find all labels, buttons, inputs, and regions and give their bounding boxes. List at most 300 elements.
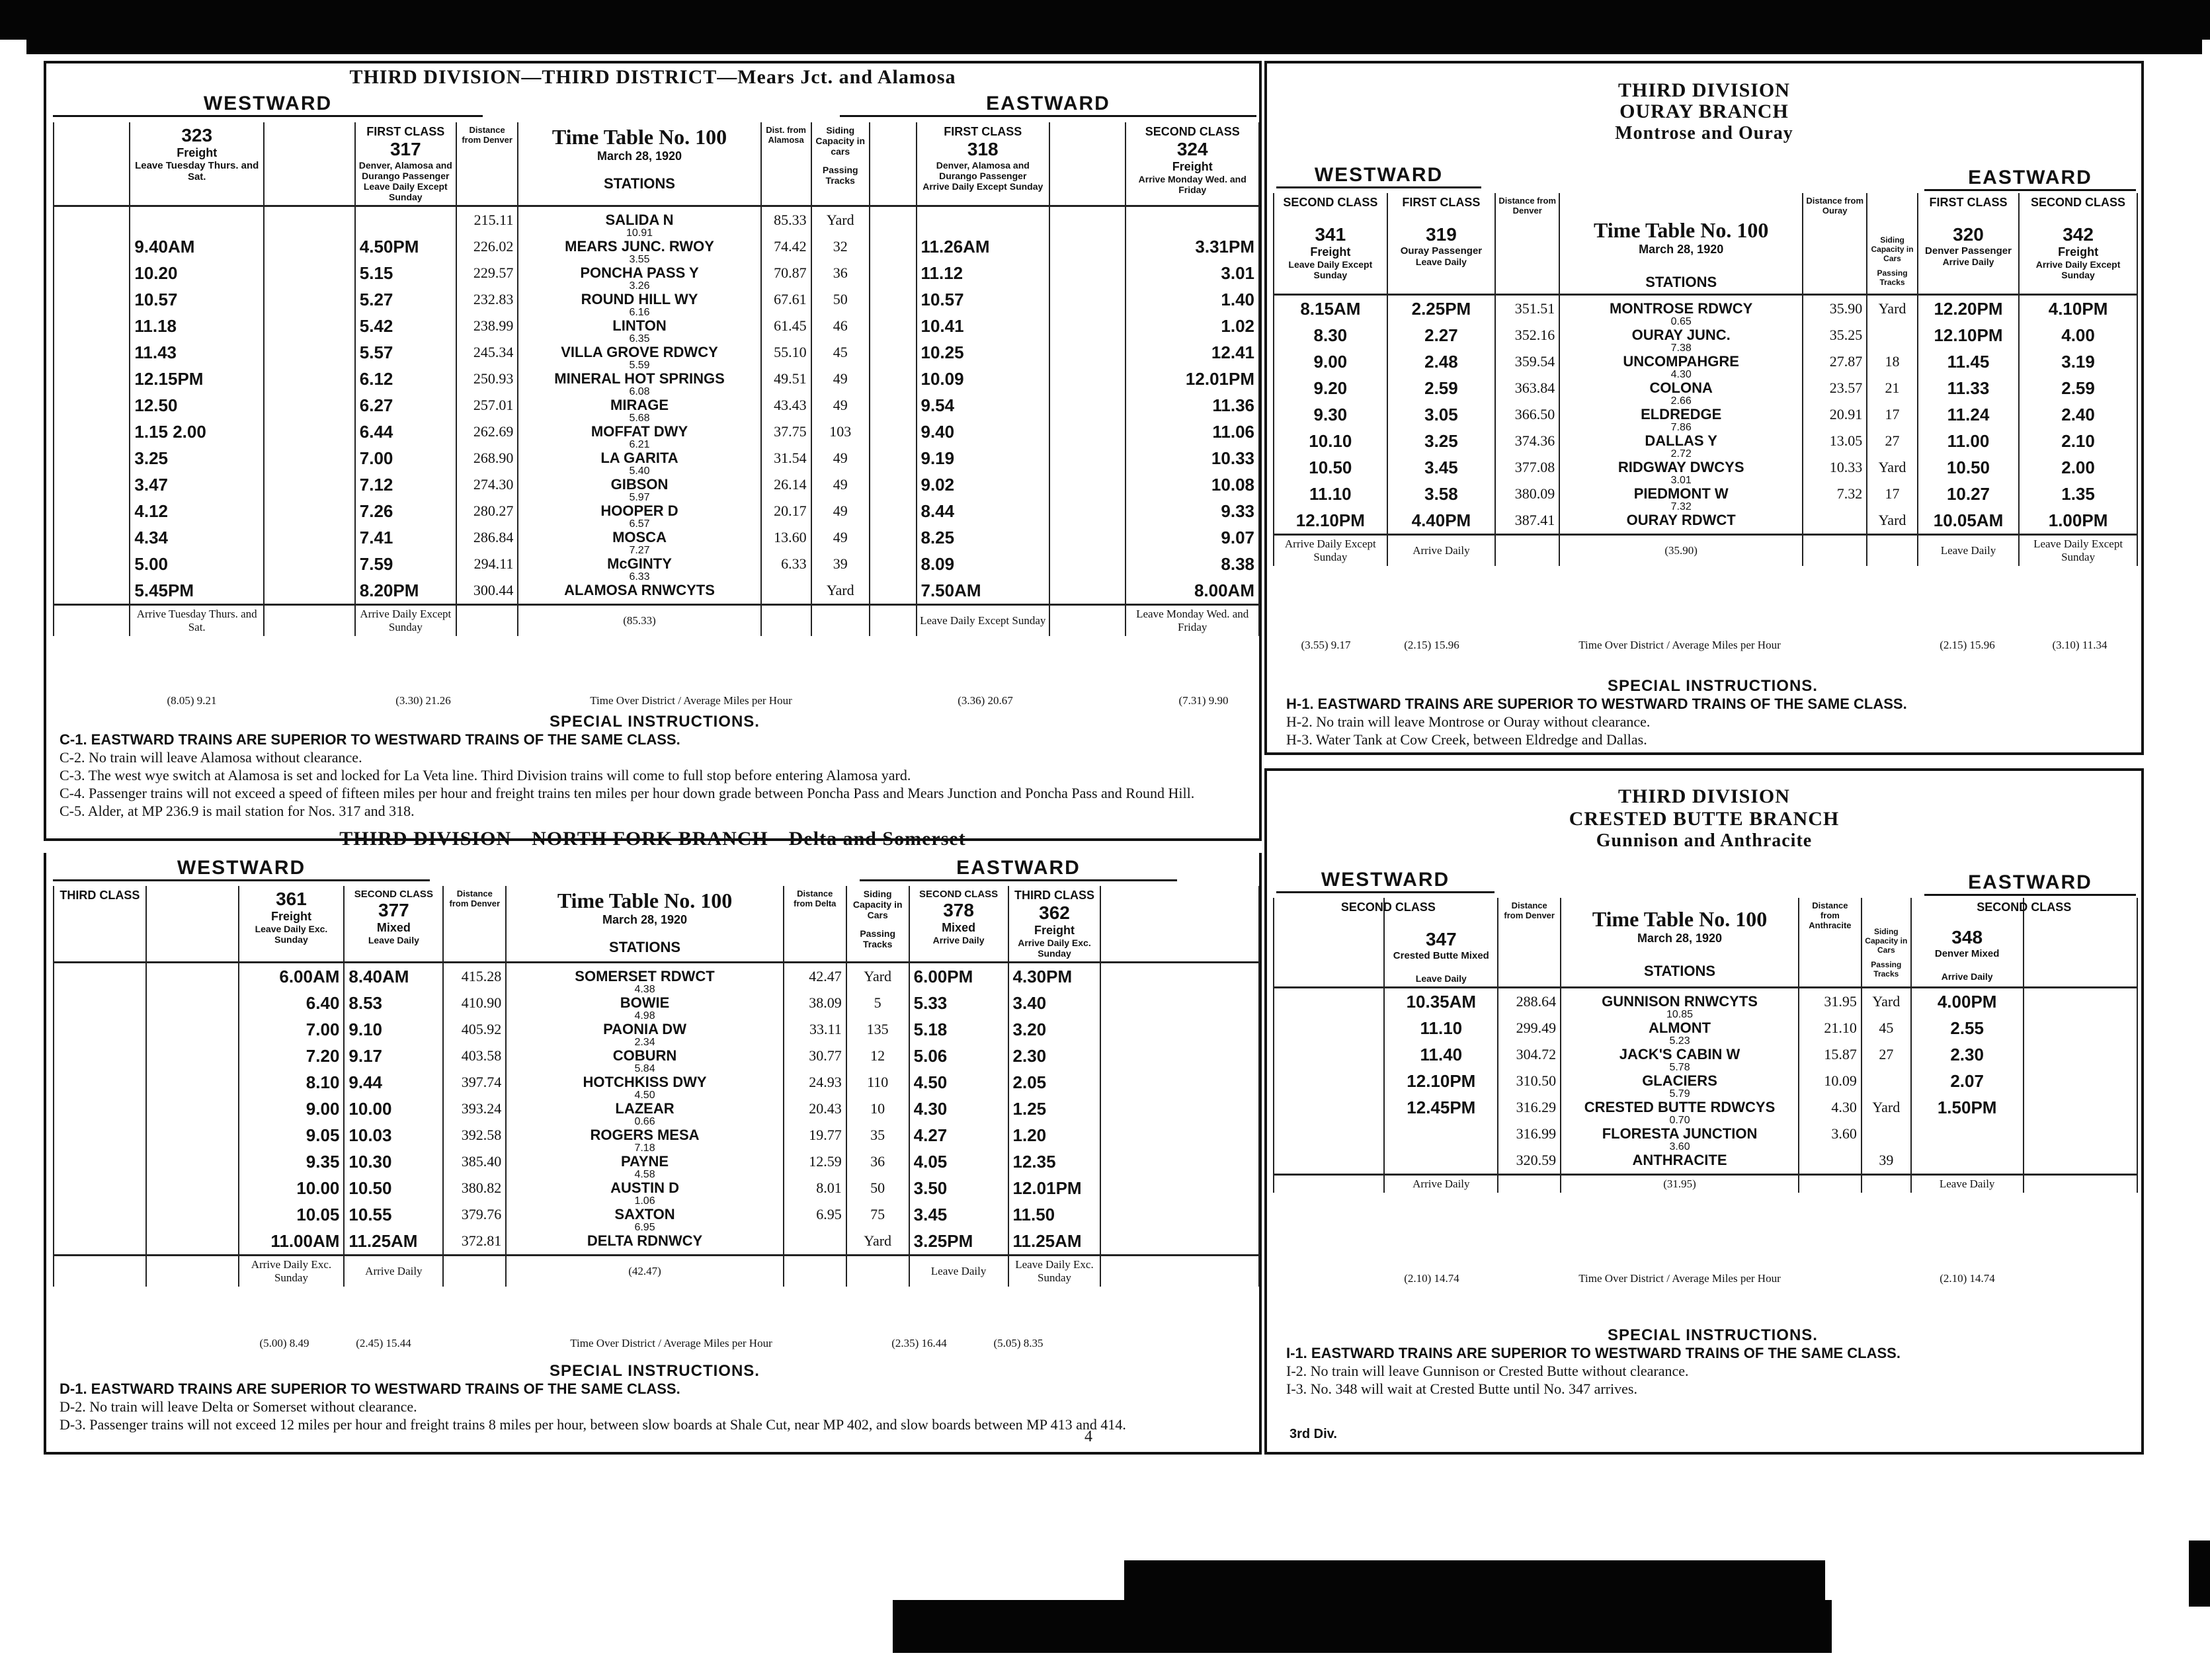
station-name: COLONA: [1649, 380, 1713, 396]
northfork-cell-e: 4.30PM: [1008, 963, 1101, 990]
ouray-cell-d: 366.50: [1495, 401, 1559, 428]
station-distance-to-next: 5.79: [1669, 1088, 1690, 1100]
northfork-cell-e: 2.05: [1008, 1069, 1101, 1096]
crested-title-3: Gunnison and Anthracite: [1596, 830, 1813, 851]
station-name: UNCOMPAHGRE: [1623, 353, 1739, 370]
ouray-cell-b: 2.25PM: [1387, 295, 1496, 323]
northfork-cell-a: 9.05: [239, 1122, 345, 1148]
nf-362-desc: Freight: [1034, 924, 1075, 937]
crested-timetable: Time Table No. 100: [1592, 907, 1768, 931]
nf-377-leave: Leave Daily: [368, 935, 419, 945]
northfork-cell-sc: 12: [846, 1043, 909, 1069]
nf-377-desc: Mixed: [376, 921, 411, 934]
ouray-e-first-class: FIRST CLASS: [1929, 196, 2008, 209]
crested-cell-d: 320.59: [1498, 1147, 1561, 1175]
northfork-cell-c: 4.27: [909, 1122, 1008, 1148]
mears-cell-d: 250.93: [456, 366, 518, 392]
mears-cell-b: 6.12: [355, 366, 456, 392]
northfork-cell-c: 4.50: [909, 1069, 1008, 1096]
table-row: [54, 1175, 1259, 1201]
mears-324: 324: [1176, 139, 1208, 159]
station-name: ALMONT: [1648, 1020, 1711, 1036]
crested-passing: Passing Tracks: [1871, 960, 1902, 979]
northfork-cell-b: 10.03: [344, 1122, 443, 1148]
ouray-cell-e: 4.00: [2019, 322, 2137, 348]
nf-e-second-class: SECOND CLASS: [919, 889, 999, 900]
northfork-cell-sc: 110: [846, 1069, 909, 1096]
ouray-cell-a: 9.20: [1274, 375, 1387, 401]
special-instruction: C-1. EASTWARD TRAINS ARE SUPERIOR TO WESTWARD TRAINS OF THE SAME CLASS.: [60, 731, 680, 748]
mears-cell-sc: 36: [811, 260, 870, 286]
nf-361-desc: Freight: [270, 910, 311, 923]
ouray-320-desc: Denver Passenger: [1925, 245, 2012, 257]
station-name: ELDREDGE: [1641, 406, 1722, 422]
station-name: MIRAGE: [610, 397, 669, 413]
mears-cell-c: 10.25: [917, 339, 1050, 366]
mears-cell-d: 215.11: [456, 206, 518, 234]
special-instruction: D-3. Passenger trains will not exceed 12 miles per hour and freight trains 8 miles per hour, between slow boards at Shale Cut, near MP 402, and slow boards between MP 413 and 414.: [60, 1416, 1126, 1433]
station-distance-to-next: 5.78: [1669, 1062, 1690, 1073]
mears-foot-total: (85.33): [518, 605, 760, 637]
station-name: HOTCHKISS DWY: [583, 1074, 707, 1090]
crested-cell-dn: 15.87: [1799, 1041, 1862, 1068]
station-name: FLORESTA JUNCTION: [1602, 1125, 1758, 1142]
mears-324-arrive: Arrive Monday Wed. and Friday: [1138, 174, 1247, 195]
northfork-cell-sc: 50: [846, 1175, 909, 1201]
ouray-foot-e: Leave Daily Except Sunday: [2019, 535, 2137, 567]
crested-cell-sc: [1862, 1068, 1911, 1094]
northfork-cell-dd: 24.93: [784, 1069, 846, 1096]
mears-cell-sc: 49: [811, 524, 870, 551]
mears-cell-e: 9.07: [1125, 524, 1259, 551]
ouray-timetable: Time Table No. 100: [1594, 218, 1769, 242]
ouray-cell-d: 359.54: [1495, 348, 1559, 375]
mears-318-desc: Denver, Alamosa and Durango Passenger: [936, 160, 1030, 181]
ouray-342: 342: [2063, 224, 2094, 245]
northfork-cell-dd: 30.77: [784, 1043, 846, 1069]
special-instruction: C-4. Passenger trains will not exceed a speed of fifteen miles per hour and freight trains ten miles per hour down grade between Poncha Pass and Mears Junction and Poncha Pass and Round Hill.: [60, 785, 1195, 801]
ouray-cell-e: 1.00PM: [2019, 507, 2137, 535]
mears-cell-a: 4.34: [130, 524, 264, 551]
mears-cell-a: 5.45PM: [130, 577, 264, 605]
mears-323: 323: [181, 125, 213, 145]
mears-cell-s: [518, 206, 760, 239]
mears-cell-c: [917, 206, 1050, 234]
station-name: SALIDA N: [605, 212, 674, 228]
crested-348: 348: [1951, 927, 1983, 947]
ouray-cell-do: [1803, 507, 1867, 535]
northfork-cell-d: 393.24: [443, 1096, 506, 1122]
nf-foot-total: (42.47): [506, 1256, 784, 1287]
northfork-cell-d: 380.82: [443, 1175, 506, 1201]
station-distance-to-next: 2.72: [1670, 448, 1692, 460]
ouray-341-desc: Freight: [1310, 245, 1351, 259]
nf-foot-a: Arrive Daily Exc. Sunday: [239, 1256, 345, 1287]
nf-foot-b2: (2.45) 15.44: [356, 1337, 411, 1349]
mears-cell-a: 12.15PM: [130, 366, 264, 392]
station-distance-to-next: 6.08: [629, 386, 650, 397]
northfork-cell-e: 2.30: [1008, 1043, 1101, 1069]
ouray-cell-d: 374.36: [1495, 428, 1559, 454]
ouray-319: 319: [1426, 224, 1457, 245]
station-name: BOWIE: [620, 994, 670, 1011]
mears-cell-da: 20.17: [761, 498, 811, 524]
mears-stations-hdr: STATIONS: [604, 175, 675, 192]
nf-foot-c2: (2.35) 16.44: [891, 1337, 947, 1349]
station-distance-to-next: 3.55: [629, 254, 650, 265]
mears-cell-sc: 49: [811, 366, 870, 392]
special-instruction: I-2. No train will leave Gunnison or Crested Butte without clearance.: [1286, 1363, 1689, 1379]
mears-title: THIRD DIVISION—THIRD DISTRICT—Mears Jct. and Alamosa: [349, 66, 956, 88]
table-row: [54, 206, 1259, 234]
crested-foot-c2: (2.10) 14.74: [1940, 1272, 1995, 1285]
ouray-foot-c: Leave Daily: [1918, 535, 2019, 567]
special-instruction: C-5. Alder, at MP 236.9 is mail station for Nos. 317 and 318.: [60, 803, 415, 819]
northfork-cell-dd: 42.47: [784, 963, 846, 990]
northfork-cell-e: 1.25: [1008, 1096, 1101, 1122]
ouray-cell-c: 12.10PM: [1918, 322, 2019, 348]
nf-foot-b: Arrive Daily: [344, 1256, 443, 1287]
special-instruction: I-1. EASTWARD TRAINS ARE SUPERIOR TO WESTWARD TRAINS OF THE SAME CLASS.: [1286, 1345, 1901, 1361]
mears-324-desc: Freight: [1172, 160, 1213, 173]
crested-cell-d: 310.50: [1498, 1068, 1561, 1094]
northfork-cell-s: [506, 963, 784, 995]
station-name: ROUND HILL WY: [581, 291, 698, 307]
mears-cell-c: 9.40: [917, 419, 1050, 445]
northfork-cell-a: 11.00AM: [239, 1228, 345, 1256]
table-row: [54, 551, 1259, 577]
ouray-342-desc: Freight: [2058, 245, 2099, 259]
station-name: PIEDMONT W: [1633, 485, 1729, 502]
mears-317-desc: Denver, Alamosa and Durango Passenger: [358, 160, 452, 181]
station-name: MOFFAT DWY: [591, 423, 688, 440]
mears-cell-c: 11.12: [917, 260, 1050, 286]
station-distance-to-next: 6.33: [629, 571, 650, 582]
ouray-cell-a: 8.30: [1274, 322, 1387, 348]
nf-dist-delta: Distance from Delta: [794, 889, 837, 908]
mears-cell-sc: 45: [811, 339, 870, 366]
station-name: SAXTON: [614, 1206, 675, 1222]
nf-date: March 28, 1920: [602, 913, 688, 926]
crested-cell-dn: 10.09: [1799, 1068, 1862, 1094]
ouray-cell-sc: 17: [1867, 401, 1918, 428]
northfork-cell-d: 397.74: [443, 1069, 506, 1096]
northfork-cell-b: 8.53: [344, 990, 443, 1016]
table-row: [54, 963, 1259, 990]
northfork-cell-c: 3.50: [909, 1175, 1008, 1201]
mears-cell-sc: 50: [811, 286, 870, 313]
northfork-cell-c: 4.05: [909, 1148, 1008, 1175]
station-name: DELTA RDNWCY: [587, 1232, 703, 1249]
mears-cell-d: 286.84: [456, 524, 518, 551]
ouray-second-class: SECOND CLASS: [1283, 196, 1378, 209]
mears-cell-d: 229.57: [456, 260, 518, 286]
ouray-cell-sc: 17: [1867, 481, 1918, 507]
ouray-cell-d: 351.51: [1495, 295, 1559, 323]
mears-cell-e: 12.01PM: [1125, 366, 1259, 392]
mears-westward: WESTWARD: [53, 93, 483, 117]
ouray-cell-b: 3.45: [1387, 454, 1496, 481]
mears-317-leave: Leave Daily Except Sunday: [363, 181, 448, 202]
mears-cell-d: 226.02: [456, 233, 518, 260]
mears-cell-da: 70.87: [761, 260, 811, 286]
mears-cell-b: 5.57: [355, 339, 456, 366]
ouray-cell-sc: 27: [1867, 428, 1918, 454]
crested-348-arrive: Arrive Daily: [1941, 971, 1993, 982]
northfork-cell-e: 12.35: [1008, 1148, 1101, 1175]
mears-foot-a2: (8.05) 9.21: [167, 694, 217, 707]
mears-cell-b: [355, 206, 456, 234]
ouray-cell-sc: Yard: [1867, 454, 1918, 481]
northfork-cell-sc: 10: [846, 1096, 909, 1122]
mears-cell-d: 238.99: [456, 313, 518, 339]
mears-cell-a: 5.00: [130, 551, 264, 577]
northfork-cell-dd: [784, 1228, 846, 1256]
ouray-cell-b: 2.48: [1387, 348, 1496, 375]
mears-cell-sc: 49: [811, 392, 870, 419]
crested-cell-s: [1561, 1147, 1799, 1175]
ouray-cell-s: [1559, 295, 1803, 327]
station-name: MINERAL HOT SPRINGS: [554, 370, 725, 387]
crested-foot-c: Leave Daily: [1911, 1175, 2024, 1193]
table-row: [54, 392, 1259, 419]
mears-cell-e: 12.41: [1125, 339, 1259, 366]
crested-notes-title: SPECIAL INSTRUCTIONS.: [1608, 1326, 1818, 1344]
ouray-dist-denver: Distance from Denver: [1498, 196, 1557, 216]
northfork-cell-dd: 6.95: [784, 1201, 846, 1228]
mears-cell-a: 1.15 2.00: [130, 419, 264, 445]
table-row: [1274, 1121, 2137, 1147]
crested-cell-dn: 31.95: [1799, 988, 1862, 1016]
crested-cell-c: [1911, 1147, 2024, 1175]
ouray-cell-sc: Yard: [1867, 507, 1918, 535]
table-row: [54, 471, 1259, 498]
mears-cell-d: 294.11: [456, 551, 518, 577]
mears-cell-da: 67.61: [761, 286, 811, 313]
table-row: [54, 577, 1259, 605]
mears-cell-b: 6.44: [355, 419, 456, 445]
mears-cell-c: 11.26AM: [917, 233, 1050, 260]
table-row: [1274, 295, 2137, 323]
crested-cell-d: 316.29: [1498, 1094, 1561, 1121]
crested-e-second-class: SECOND CLASS: [1977, 900, 2072, 914]
crested-348-desc: Denver Mixed: [1934, 948, 2000, 959]
table-row: [54, 260, 1259, 286]
mears-dist-alamosa: Dist. from Alamosa: [766, 125, 806, 145]
table-row: [54, 313, 1259, 339]
ouray-cell-do: 13.05: [1803, 428, 1867, 454]
northfork-cell-a: 6.40: [239, 990, 345, 1016]
ouray-westward: WESTWARD: [1276, 164, 1481, 188]
mears-cell-a: 11.43: [130, 339, 264, 366]
northfork-cell-a: 6.00AM: [239, 963, 345, 990]
mears-cell-b: 7.26: [355, 498, 456, 524]
nf-e-third-class: THIRD CLASS: [1014, 889, 1094, 902]
special-instruction: C-3. The west wye switch at Alamosa is set and locked for La Veta line. Third Division trains will come to full stop before entering Alamosa yard.: [60, 767, 911, 783]
special-instruction: D-2. No train will leave Delta or Somerset without clearance.: [60, 1398, 417, 1415]
station-distance-to-next: 7.86: [1670, 422, 1692, 433]
mears-cell-da: 43.43: [761, 392, 811, 419]
ouray-cell-s: [1559, 507, 1803, 535]
northfork-cell-a: 10.00: [239, 1175, 345, 1201]
ouray-319-desc: Ouray Passenger: [1400, 245, 1483, 257]
mears-cell-b: 4.50PM: [355, 233, 456, 260]
ouray-cell-c: 11.24: [1918, 401, 2019, 428]
ouray-cell-do: 27.87: [1803, 348, 1867, 375]
station-distance-to-next: 4.98: [634, 1010, 655, 1021]
mears-cell-c: 10.41: [917, 313, 1050, 339]
crested-cell-c: 2.30: [1911, 1041, 2024, 1068]
mears-cell-e: 8.00AM: [1125, 577, 1259, 605]
mears-cell-d: 245.34: [456, 339, 518, 366]
northfork-cell-e: 12.01PM: [1008, 1175, 1101, 1201]
northfork-notes: [60, 1362, 1250, 1433]
nf-378-arrive: Arrive Daily: [932, 935, 985, 945]
scan-smudge: [1124, 1560, 1825, 1600]
crested-westward: WESTWARD: [1276, 869, 1494, 893]
ouray-first-class: FIRST CLASS: [1402, 196, 1481, 209]
mears-cell-e: 11.36: [1125, 392, 1259, 419]
ouray-cell-d: 352.16: [1495, 322, 1559, 348]
northfork-cell-c: 6.00PM: [909, 963, 1008, 990]
mears-cell-b: 5.15: [355, 260, 456, 286]
ouray-cell-c: 11.00: [1918, 428, 2019, 454]
northfork-cell-a: 8.10: [239, 1069, 345, 1096]
northfork-cell-d: 410.90: [443, 990, 506, 1016]
station-distance-to-next: 3.60: [1669, 1141, 1690, 1152]
ouray-cell-do: 35.90: [1803, 295, 1867, 323]
station-name: CRESTED BUTTE RDWCYS: [1584, 1099, 1776, 1115]
table-row: [54, 498, 1259, 524]
ouray-cell-a: 12.10PM: [1274, 507, 1387, 535]
northfork-cell-b: 10.30: [344, 1148, 443, 1175]
crested-foot-mid: Time Over District / Average Miles per Hour: [1578, 1272, 1781, 1285]
crested-cell-d: 316.99: [1498, 1121, 1561, 1147]
mears-e-first-class: FIRST CLASS: [944, 125, 1022, 138]
crested-cell-sc: [1862, 1121, 1911, 1147]
mears-cell-a: [130, 206, 264, 234]
table-row: [54, 1148, 1259, 1175]
station-distance-to-next: 3.01: [1670, 475, 1692, 486]
ouray-foot-mid: Time Over District / Average Miles per Hour: [1578, 639, 1781, 651]
crested-cell-dn: 3.60: [1799, 1121, 1862, 1147]
ouray-cell-a: 8.15AM: [1274, 295, 1387, 323]
station-distance-to-next: 10.85: [1666, 1009, 1694, 1020]
special-instruction: C-2. No train will leave Alamosa without clearance.: [60, 749, 362, 766]
station-name: GIBSON: [610, 476, 669, 493]
northfork-cell-c: 5.33: [909, 990, 1008, 1016]
mears-cell-sc: 49: [811, 471, 870, 498]
northfork-cell-c: 3.25PM: [909, 1228, 1008, 1256]
table-row: [1274, 428, 2137, 454]
station-name: MONTROSE RDWCY: [1610, 300, 1753, 317]
mears-first-class: FIRST CLASS: [366, 125, 445, 138]
ouray-320: 320: [1953, 224, 1984, 245]
northfork-cell-sc: 135: [846, 1016, 909, 1043]
table-row: [54, 1201, 1259, 1228]
crested-foot-a: Arrive Daily: [1384, 1175, 1498, 1193]
table-row: [54, 1016, 1259, 1043]
northfork-cell-sc: 35: [846, 1122, 909, 1148]
station-distance-to-next: 0.65: [1670, 316, 1692, 327]
table-row: [1274, 988, 2137, 1016]
crested-cell-d: 299.49: [1498, 1015, 1561, 1041]
station-distance-to-next: 6.21: [629, 439, 650, 450]
ouray-cell-a: 11.10: [1274, 481, 1387, 507]
northfork-cell-b: 9.10: [344, 1016, 443, 1043]
mears-323-leave: Leave Tuesday Thurs. and Sat.: [135, 160, 259, 182]
table-row: [54, 1228, 1259, 1256]
station-distance-to-next: 4.50: [634, 1090, 655, 1101]
northfork-cell-sc: 36: [846, 1148, 909, 1175]
mears-cell-da: 26.14: [761, 471, 811, 498]
mears-cell-s: [518, 577, 760, 605]
crested-date: March 28, 1920: [1637, 932, 1723, 945]
mears-cell-d: 257.01: [456, 392, 518, 419]
northfork-cell-c: 3.45: [909, 1201, 1008, 1228]
mears-cell-e: 11.06: [1125, 419, 1259, 445]
northfork-westward: WESTWARD: [53, 857, 430, 881]
ouray-cell-do: 35.25: [1803, 322, 1867, 348]
northfork-cell-d: 372.81: [443, 1228, 506, 1256]
nf-378-desc: Mixed: [942, 921, 976, 934]
crested-stations-hdr: STATIONS: [1644, 963, 1716, 979]
ouray-320-arrive: Arrive Daily: [1942, 257, 1994, 267]
station-name: SOMERSET RDWCT: [575, 968, 715, 984]
ouray-siding: Siding Capacity in Cars: [1871, 235, 1914, 263]
mears-cell-a: 3.47: [130, 471, 264, 498]
ouray-cell-c: 10.05AM: [1918, 507, 2019, 535]
ouray-cell-e: 2.59: [2019, 375, 2137, 401]
mears-siding: Siding Capacity in cars: [815, 125, 866, 157]
ouray-cell-b: 3.25: [1387, 428, 1496, 454]
ouray-notes: [1286, 677, 2139, 748]
mears-cell-c: 9.02: [917, 471, 1050, 498]
ouray-eastward: EASTWARD: [1924, 167, 2136, 191]
northfork-cell-e: 11.25AM: [1008, 1228, 1101, 1256]
mears-cell-da: 13.60: [761, 524, 811, 551]
ouray-341: 341: [1315, 224, 1346, 245]
ouray-cell-c: 11.45: [1918, 348, 2019, 375]
mears-323-desc: Freight: [177, 146, 218, 159]
mears-cell-d: 268.90: [456, 445, 518, 471]
ouray-cell-a: 9.30: [1274, 401, 1387, 428]
mears-notes: [60, 713, 1250, 820]
nf-foot-mid: Time Over District / Average Miles per Hour: [570, 1337, 772, 1349]
mears-317: 317: [389, 139, 421, 159]
nf-siding: Siding Capacity in Cars: [852, 889, 903, 920]
crested-cell-d: 304.72: [1498, 1041, 1561, 1068]
station-distance-to-next: 1.06: [634, 1195, 655, 1207]
northfork-cell-dd: 38.09: [784, 990, 846, 1016]
ouray-cell-sc: Yard: [1867, 295, 1918, 323]
ouray-stations-hdr: STATIONS: [1645, 274, 1717, 290]
northfork-cell-dd: 19.77: [784, 1122, 846, 1148]
ouray-cell-e: 1.35: [2019, 481, 2137, 507]
northfork-cell-dd: 8.01: [784, 1175, 846, 1201]
mears-cell-da: 49.51: [761, 366, 811, 392]
mears-passing: Passing Tracks: [822, 165, 858, 186]
station-name: PONCHA PASS Y: [580, 264, 699, 281]
nf-foot-e: Leave Daily Exc. Sunday: [1008, 1256, 1101, 1287]
ouray-cell-e: 2.10: [2019, 428, 2137, 454]
crested-cell-c: 1.50PM: [1911, 1094, 2024, 1121]
station-name: LA GARITA: [600, 450, 678, 466]
station-distance-to-next: 5.68: [629, 413, 650, 424]
mears-cell-a: 3.25: [130, 445, 264, 471]
crested-cell-c: [1911, 1121, 2024, 1147]
ouray-foot-b: Arrive Daily: [1387, 535, 1496, 567]
